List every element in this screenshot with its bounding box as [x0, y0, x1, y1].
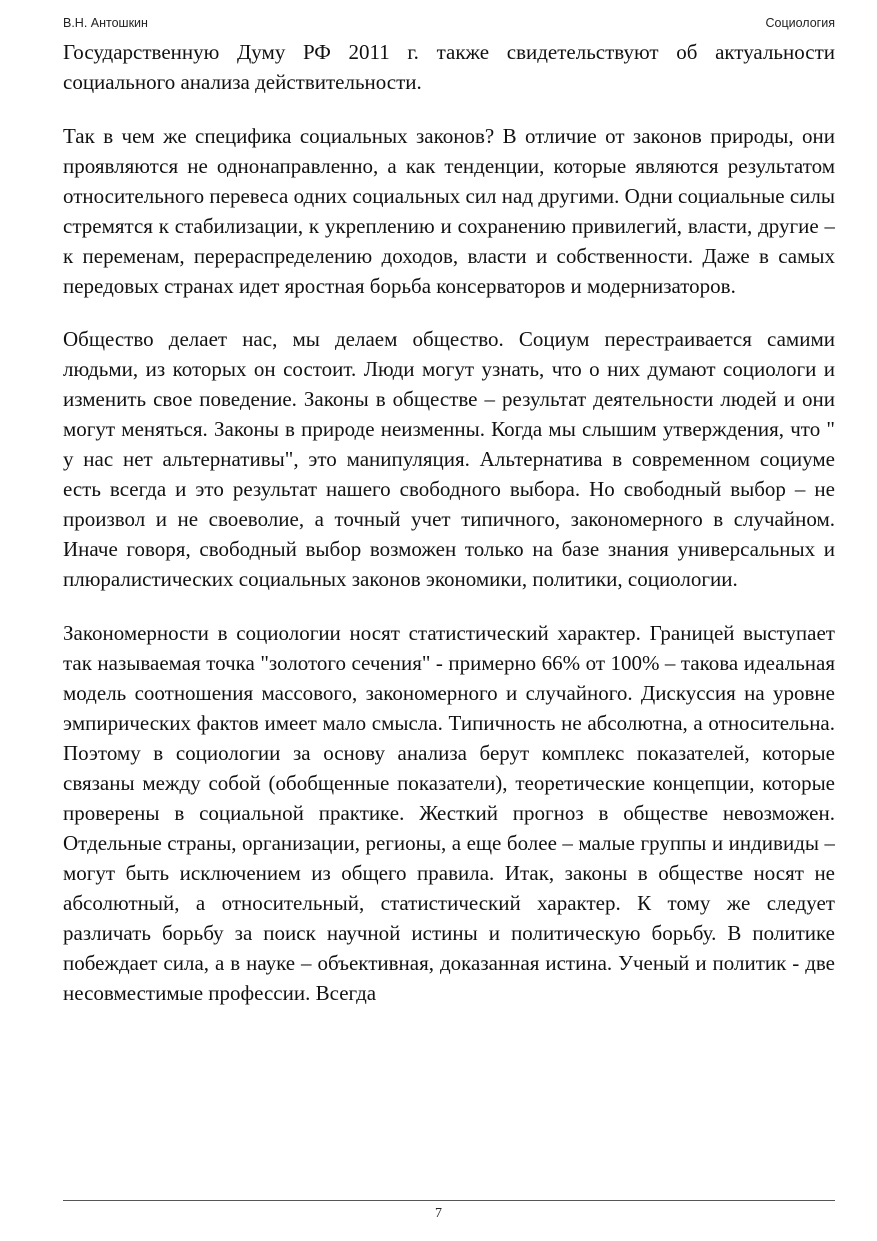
page-header [63, 16, 835, 34]
paragraph: Закономерности в социологии носят статистический характер. Границей выступает так называемая точка "золотого сечения" - примерно 66% от 100% – такова идеальная модель соотношения массового, закономерного и случайного. Дискуссия на уровне эмпирических фактов имеет мало смысла. Типичность не абсолютна, а относительна. Поэтому в социологии за основу анализа берут комплекс показателей, которые связаны между собой (обобщенные показатели), теоретические концепции, которые проверены в социальной практике. Жесткий прогноз в обществе невозможен. Отдельные страны, организации, регионы, а еще более – малые группы и индивиды – могут быть исключением из общего правила. Итак, законы в обществе носят не абсолютный, а относительный, статистический характер. К тому же следует различать борьбу за поиск научной истины и политическую борьбу. В политике побеждает сила, а в науке – объективная, доказанная истина. Ученый и политик - две несовместимые профессии. Всегда [63, 620, 835, 1005]
header-author: В.Н. Антошкин [63, 16, 148, 30]
header-title: Социология [765, 16, 835, 30]
page-number: 7 [435, 1206, 442, 1221]
document-body [63, 37, 835, 1195]
paragraph: Государственную Думу РФ 2011 г. также свидетельствуют об актуальности социального анализа действительности. [63, 40, 835, 94]
footer-divider [63, 1200, 835, 1201]
paragraph: Так в чем же специфика социальных законов? В отличие от законов природы, они проявляются не однонаправленно, а как тенденции, которые являются результатом относительного перевеса одних социальных сил над другими. Одни социальные силы стремятся к стабилизации, к укреплению и сохранению привилегий, власти, другие – к переменам, перераспределению доходов, власти и собственности. Даже в самых передовых странах идет яростная борьба консерваторов и модернизаторов. [63, 123, 835, 298]
paragraph: Общество делает нас, мы делаем общество. Социум перестраивается самими людьми, из которых он состоит. Люди могут узнать, что о них думают социологи и изменить свое поведение. Законы в обществе – результат деятельности людей и они могут меняться. Законы в природе неизменны. Когда мы слышим утверждения, что " у нас нет альтернативы", это манипуляция. Альтернатива в современном социуме есть всегда и это результат нашего свободного выбора. Но свободный выбор – не произвол и не своеволие, а точный учет типичного, закономерного в случайном. Иначе говоря, свободный выбор возможен только на базе знания универсальных и плюралистических социальных законов экономики, политики, социологии. [63, 327, 835, 591]
